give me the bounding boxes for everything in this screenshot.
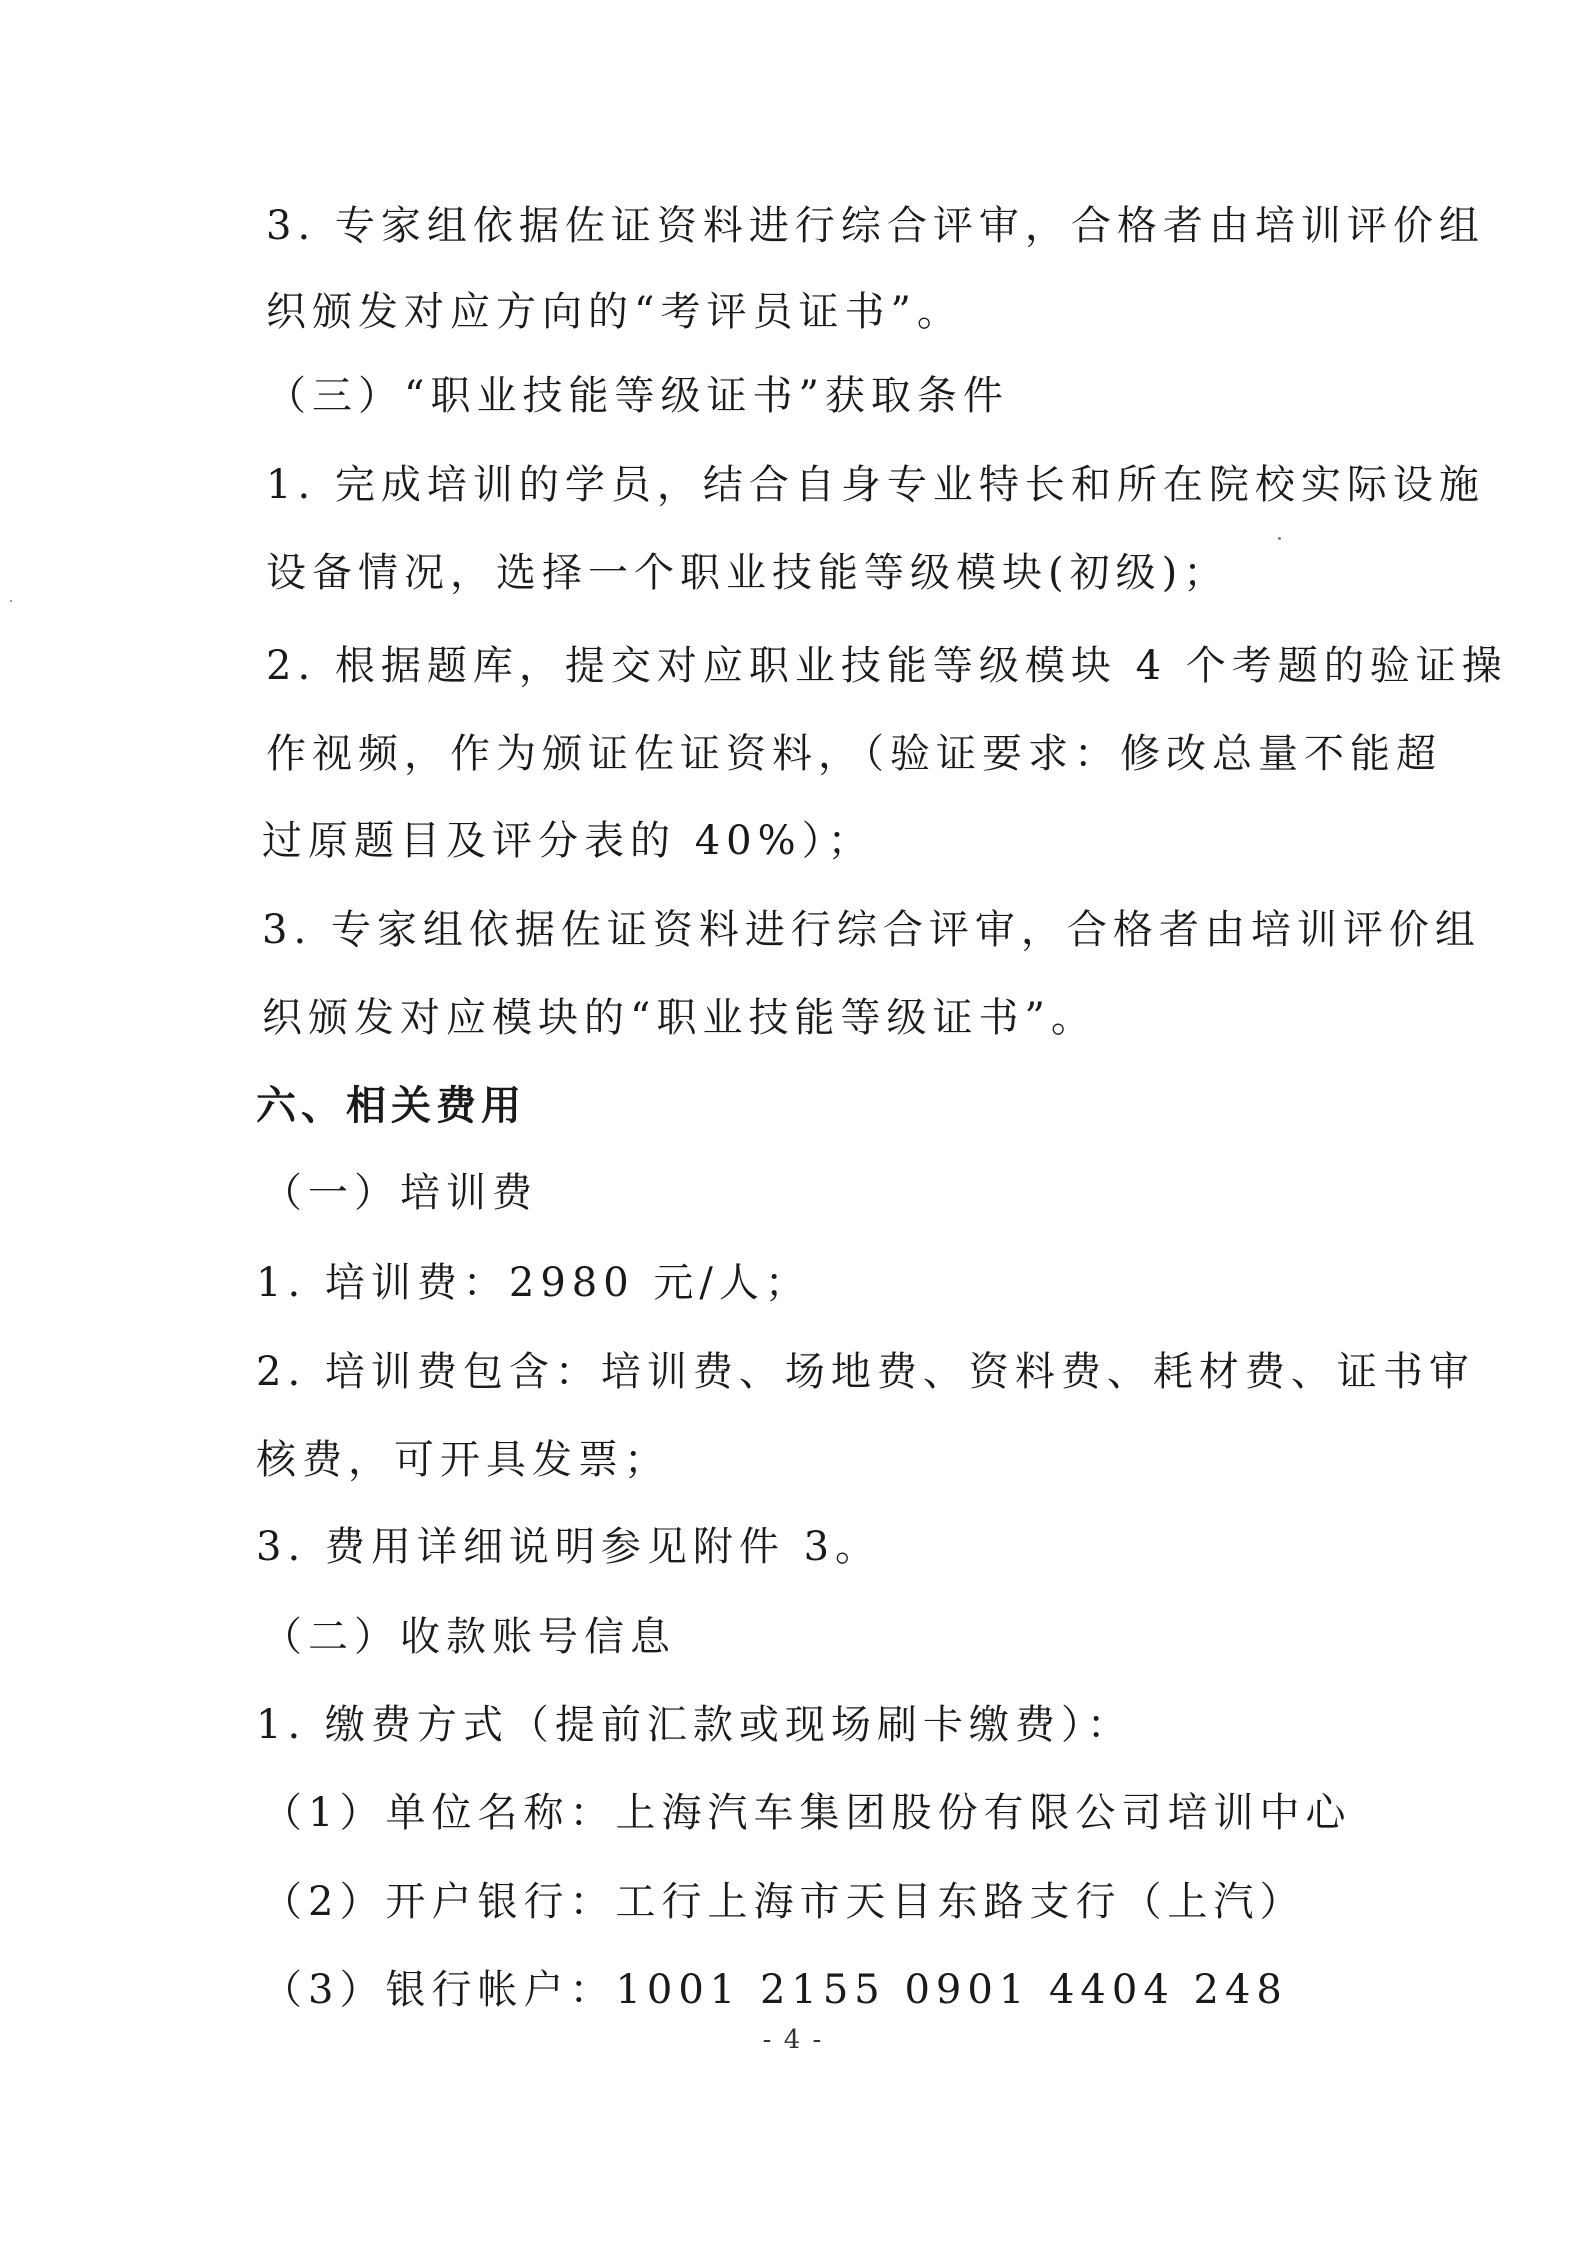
text: （三）“职业技能等级证书”获取条件 (266, 373, 1009, 419)
text: 3. 专家组依据佐证资料进行综合评审，合格者由培训评价组 (266, 203, 1485, 249)
text: 3. 专家组依据佐证资料进行综合评审，合格者由培训评价组 (262, 907, 1481, 953)
page-number: - 4 - (762, 2025, 824, 2055)
text: 核费，可开具发票； (256, 1437, 670, 1483)
scan-speck (10, 600, 12, 602)
text: 织颁发对应模块的“职业技能等级证书”。 (262, 995, 1097, 1041)
scan-speck (1278, 537, 1281, 540)
text: 作视频，作为颁证佐证资料，（验证要求：修改总量不能超 (266, 731, 1442, 777)
text: 3. 费用详细说明参见附件 3。 (256, 1524, 882, 1570)
text: 2. 根据题库，提交对应职业技能等级模块 4 个考题的验证操 (266, 643, 1508, 689)
text: （一）培训费 (262, 1170, 538, 1216)
text: （二）收款账号信息 (262, 1614, 676, 1660)
text: 织颁发对应方向的“考评员证书”。 (266, 289, 963, 335)
text: 2. 培训费包含：培训费、场地费、资料费、耗材费、证书审 (256, 1349, 1475, 1395)
text: （2）开户银行：工行上海市天目东路支行（上汽） (262, 1879, 1306, 1925)
text: 1. 缴费方式（提前汇款或现场刷卡缴费）： (256, 1702, 1133, 1748)
text: 六、相关费用 (256, 1083, 526, 1129)
text: （3）银行帐户：1001 2155 0901 4404 248 (262, 1967, 1288, 2013)
text: 设备情况，选择一个职业技能等级模块(初级)； (266, 550, 1230, 596)
text: 过原题目及评分表的 40%）； (262, 818, 874, 864)
text: （1）单位名称：上海汽车集团股份有限公司培训中心 (262, 1790, 1352, 1836)
text: 1. 完成培训的学员，结合自身专业特长和所在院校实际设施 (266, 462, 1485, 508)
text: 1. 培训费：2980 元/人； (256, 1260, 811, 1306)
